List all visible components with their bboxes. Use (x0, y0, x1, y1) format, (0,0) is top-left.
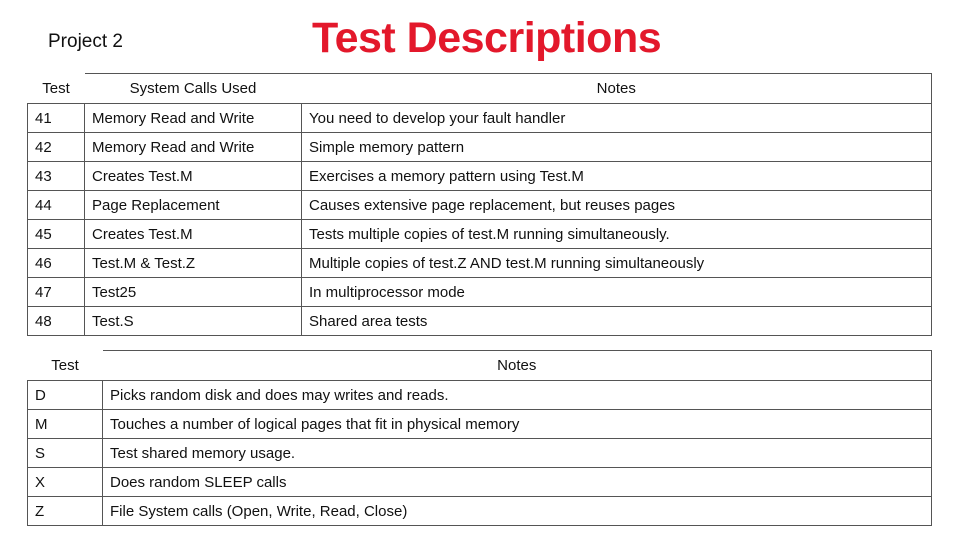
cell-system-calls: Test.S (85, 307, 302, 336)
cell-notes: Test shared memory usage. (103, 439, 932, 468)
table-row (28, 468, 932, 497)
column-header-notes: Notes (302, 74, 932, 104)
table-row (28, 278, 932, 307)
cell-notes: Picks random disk and does may writes and reads. (103, 381, 932, 410)
cell-test: 47 (28, 278, 85, 307)
cell-test: 41 (28, 104, 85, 133)
column-header-test: Test (28, 351, 103, 381)
table-row (28, 104, 932, 133)
cell-test: M (28, 410, 103, 439)
cell-system-calls: Page Replacement (85, 191, 302, 220)
cell-system-calls: Creates Test.M (85, 162, 302, 191)
cell-notes: Tests multiple copies of test.M running simultaneously. (302, 220, 932, 249)
table-row (28, 307, 932, 336)
column-header-test: Test (28, 74, 85, 104)
cell-system-calls: Memory Read and Write (85, 133, 302, 162)
table-row (28, 381, 932, 410)
cell-system-calls: Test.M & Test.Z (85, 249, 302, 278)
table-row (28, 162, 932, 191)
cell-test: D (28, 381, 103, 410)
table-row (28, 220, 932, 249)
cell-test: 45 (28, 220, 85, 249)
table-row (28, 191, 932, 220)
cell-test: 44 (28, 191, 85, 220)
test-notes-table (27, 350, 932, 526)
column-header-system-calls: System Calls Used (85, 74, 302, 104)
cell-notes: Shared area tests (302, 307, 932, 336)
cell-notes: In multiprocessor mode (302, 278, 932, 307)
cell-notes: File System calls (Open, Write, Read, Close) (103, 497, 932, 526)
cell-system-calls: Test25 (85, 278, 302, 307)
cell-notes: Does random SLEEP calls (103, 468, 932, 497)
table-header-row (28, 351, 932, 381)
project-label: Project 2 (48, 31, 123, 52)
table-header-row (28, 74, 932, 104)
table-row (28, 439, 932, 468)
table-row (28, 133, 932, 162)
cell-notes: You need to develop your fault handler (302, 104, 932, 133)
page-title: Test Descriptions (312, 14, 662, 62)
cell-test: Z (28, 497, 103, 526)
cell-test: 43 (28, 162, 85, 191)
table-row (28, 410, 932, 439)
cell-test: 42 (28, 133, 85, 162)
cell-notes: Causes extensive page replacement, but reuses pages (302, 191, 932, 220)
cell-test: X (28, 468, 103, 497)
cell-system-calls: Memory Read and Write (85, 104, 302, 133)
table-row (28, 249, 932, 278)
cell-test: S (28, 439, 103, 468)
cell-system-calls: Creates Test.M (85, 220, 302, 249)
system-calls-table (27, 73, 932, 336)
cell-test: 48 (28, 307, 85, 336)
cell-notes: Multiple copies of test.Z AND test.M running simultaneously (302, 249, 932, 278)
cell-notes: Touches a number of logical pages that fit in physical memory (103, 410, 932, 439)
cell-notes: Simple memory pattern (302, 133, 932, 162)
column-header-notes: Notes (103, 351, 932, 381)
cell-test: 46 (28, 249, 85, 278)
cell-notes: Exercises a memory pattern using Test.M (302, 162, 932, 191)
table-row (28, 497, 932, 526)
